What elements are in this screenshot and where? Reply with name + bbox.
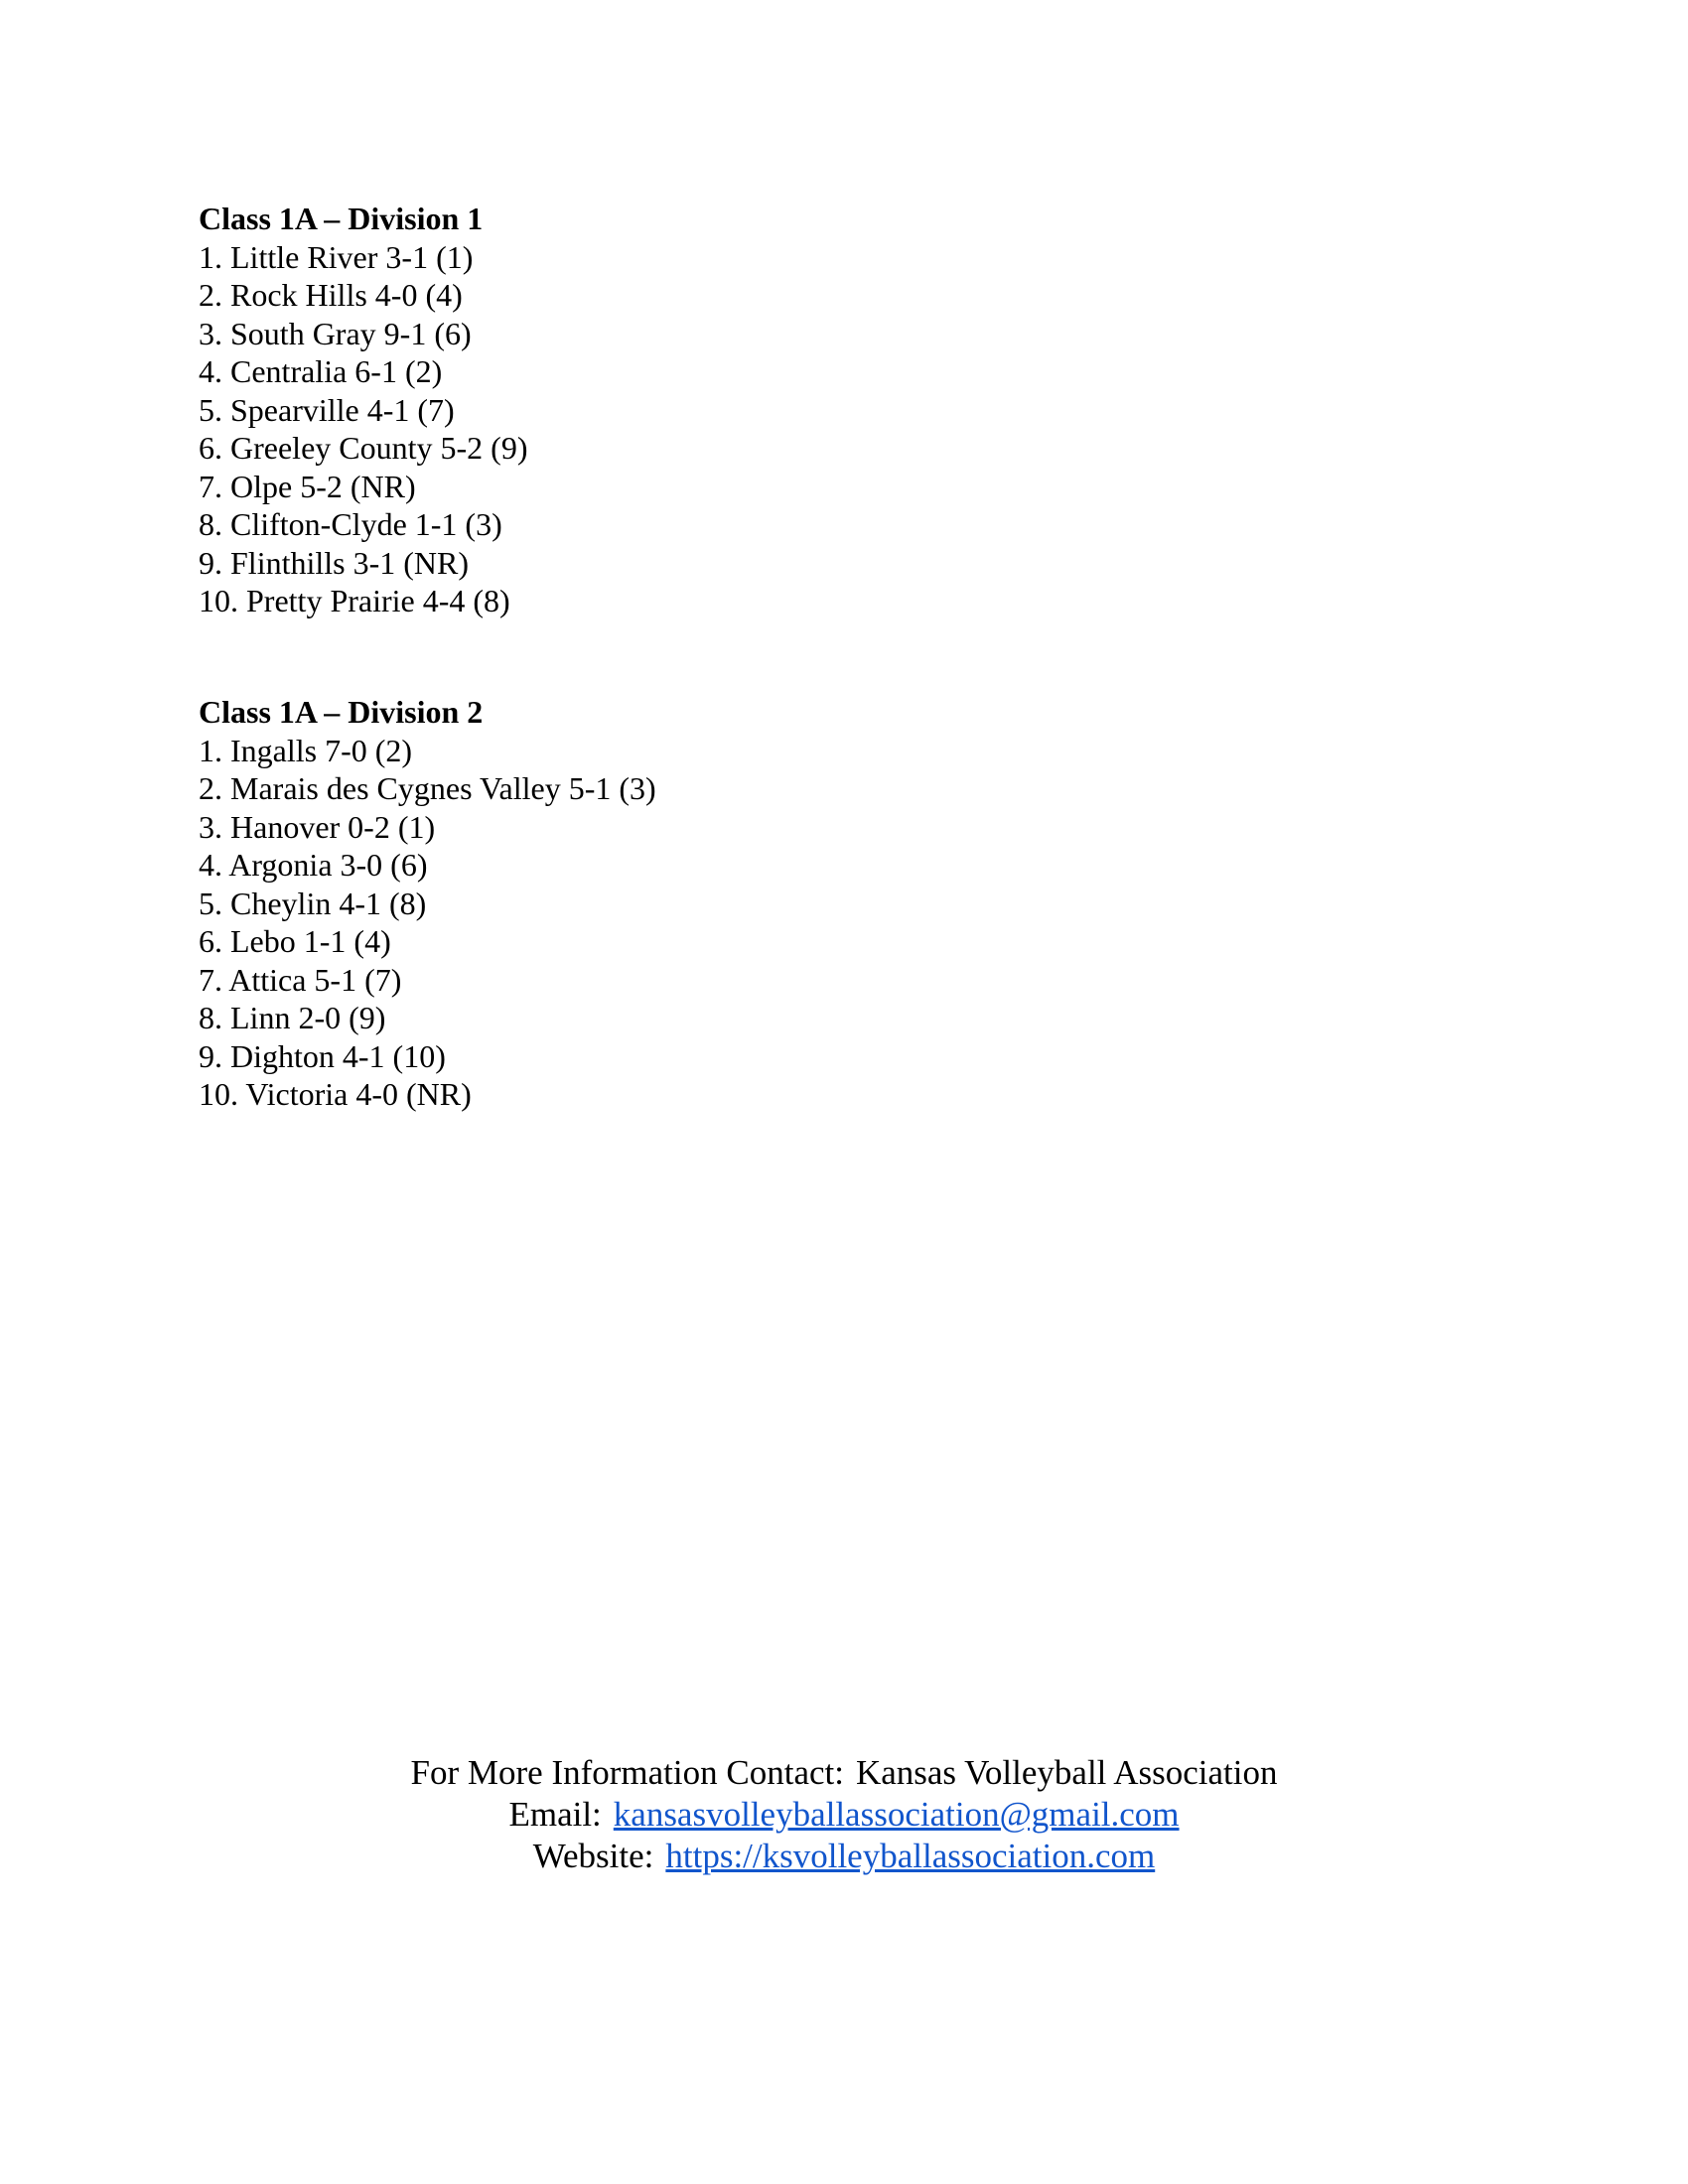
- list-item: 2. Rock Hills 4-0 (4): [199, 277, 463, 313]
- email-label: Email:: [508, 1795, 602, 1834]
- list-item: 2. Marais des Cygnes Valley 5-1 (3): [199, 770, 656, 806]
- email-link[interactable]: kansasvolleyballassociation@gmail.com: [613, 1795, 1180, 1834]
- list-item: 8. Clifton-Clyde 1-1 (3): [199, 506, 502, 542]
- list-item: 10. Pretty Prairie 4-4 (8): [199, 583, 510, 618]
- division-2-section: [199, 693, 656, 1114]
- division-2-title: Class 1A – Division 2: [199, 694, 484, 730]
- list-item: 6. Greeley County 5-2 (9): [199, 430, 528, 466]
- list-item: 5. Cheylin 4-1 (8): [199, 885, 427, 921]
- email-line: [0, 1794, 1688, 1836]
- division-1-section: [199, 200, 527, 620]
- website-label: Website:: [532, 1837, 654, 1875]
- website-line: [0, 1836, 1688, 1877]
- division-1-title: Class 1A – Division 1: [199, 201, 484, 236]
- list-item: 9. Flinthills 3-1 (NR): [199, 544, 470, 581]
- list-item: 7. Olpe 5-2 (NR): [199, 468, 416, 504]
- website-link[interactable]: https://ksvolleyballassociation.com: [665, 1837, 1156, 1875]
- contact-organization: Kansas Volleyball Association: [855, 1753, 1278, 1792]
- list-item: 4. Centralia 6-1 (2): [199, 353, 443, 389]
- list-item: 5. Spearville 4-1 (7): [199, 391, 455, 428]
- list-item: 7. Attica 5-1 (7): [199, 961, 402, 998]
- list-item: 3. South Gray 9-1 (6): [199, 315, 472, 351]
- list-item: 9. Dighton 4-1 (10): [199, 1037, 446, 1074]
- contact-line: [0, 1752, 1688, 1794]
- list-item: 8. Linn 2-0 (9): [199, 1000, 386, 1035]
- list-item: 6. Lebo 1-1 (4): [199, 923, 391, 959]
- list-item: 1. Ingalls 7-0 (2): [199, 732, 413, 768]
- list-item: 4. Argonia 3-0 (6): [199, 847, 428, 883]
- contact-footer: [0, 1752, 1688, 1877]
- contact-label: For More Information Contact:: [410, 1753, 844, 1792]
- list-item: 3. Hanover 0-2 (1): [199, 808, 436, 845]
- list-item: 10. Victoria 4-0 (NR): [199, 1076, 472, 1112]
- list-item: 1. Little River 3-1 (1): [199, 238, 474, 275]
- division-2-rankings: [199, 732, 656, 1114]
- division-1-rankings: [199, 238, 527, 620]
